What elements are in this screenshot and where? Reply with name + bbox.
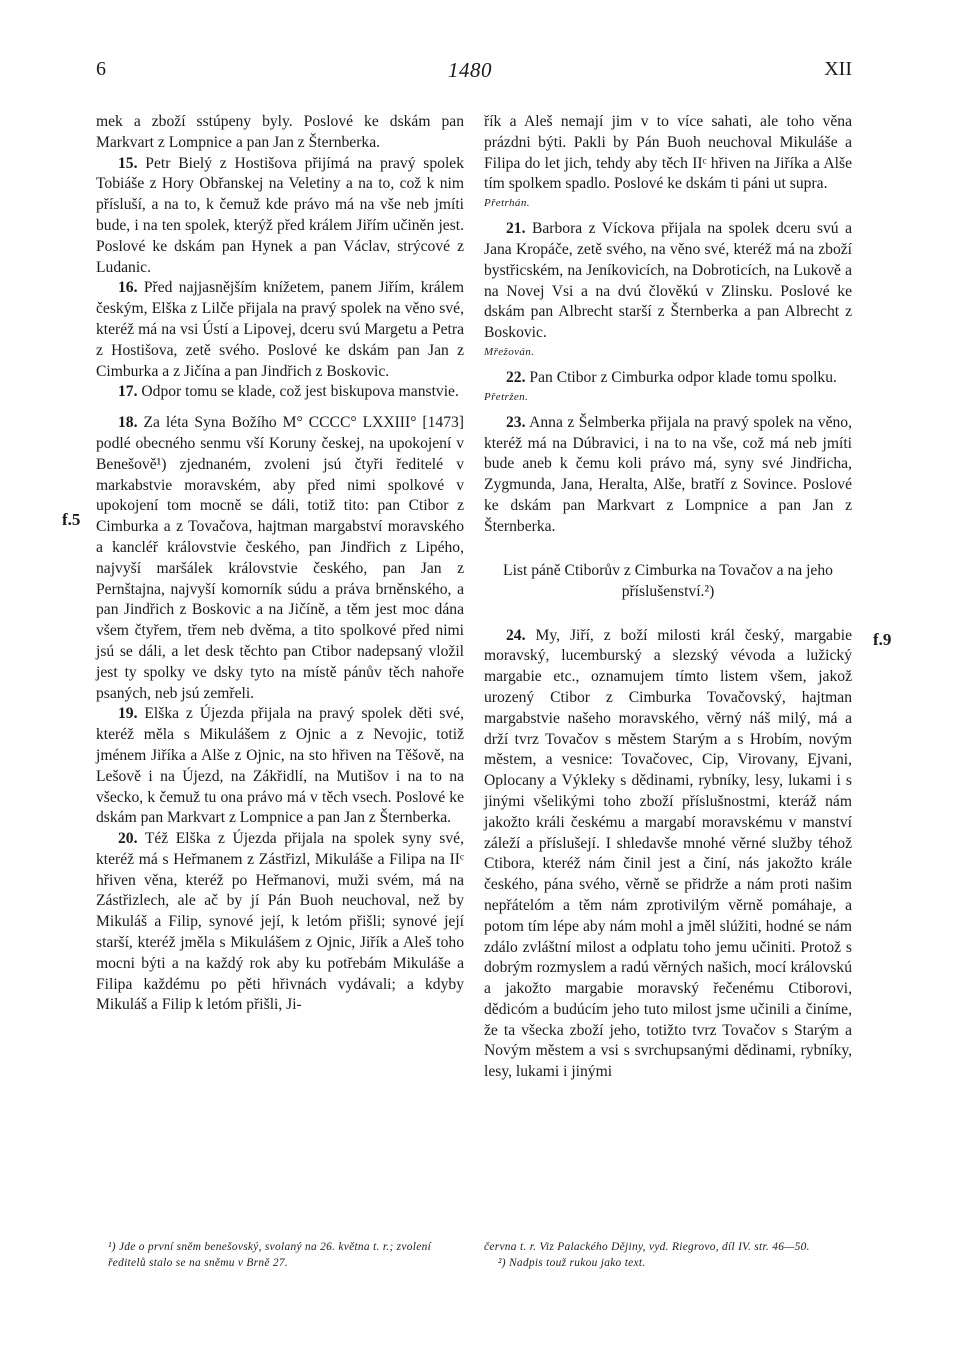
footnote-1: ¹) Jde o první sněm benešovský, svolaný na 26. května t. r.; zvolení ředitelů stalo se na sněmu v Brně 27. <box>108 1241 432 1269</box>
left-column <box>96 112 464 1016</box>
footnotes-right <box>484 1240 852 1271</box>
right-column <box>484 112 852 1083</box>
entry-23: 23. Anna z Šelmberka přijala na pravý spolek na věno, kteréž má na Dúbravici, i na to na vše, což má neb jmíti bude aneb k čemu koli právo má, syny své Jindřicha, Zygmunda, Jana, Heralta, Alše, bratří z Sovince. Poslové ke dskám pan Markvart z Lompnice a pan Jan z Šternberka. <box>484 413 852 535</box>
entry-24: 24. My, Jiří, z boží milosti král český, margabie moravský, lucemburský a slezský vévoda a lužický margabie etc., oznamujem tímto listem všem, jakož urozený Ctibor z Cimburka Tovačovský, hajtman margabstvie našeho moravského, věrný náš milý, má a drží tvrz Tovačov s městem Starým a s Hrobím, novým městem, a vesnice: Tovačovec, Cip, Virovany, Ejvani, Oplocany a Výkleky s dědinami, rybníky, lesy, lukami i s jinými všelikými toho zboží příslušnostmi, kteráž nám jakožto králi českému a margabí moravskému v manství záleží a příslušejí. I shledavše mnohé věrné služby téhož Ctibora, kteréž nám činil jest a činí, nás jakožto krále českého, pána svého, věrně se přidrže a nám proti našim nepřátelóm a těm nám zprotivilým věrně pomáhaje, a potom tím lépe aby nám mohl a jměl slúžiti, hodné se nám zdálo zvláštní milost a odplatu toho jemu učiniti. Protož s dobrým rozmyslem a radú věrných našich, mocí královskú a jakožto margabie moravský řečenému Ctiborovi, dědicóm a budúcím jeho tuto milost jsme učinili a činíme, že ta všecka zboží jeho, totižto tvrz Tovačov s Starým a Novým městem a vsi s svrchupsanými dědinami, rybníky, lesy, lukami i jinými <box>484 626 852 1081</box>
entry-18: 18. Za léta Syna Božího M° CCCC° LXXIII° [1473] podlé obecného senmu vší Koruny českej, na upokojení v Benešově¹) zjednaném, zvoleni jsú čtyři ředitelé v markabstvie moravském, aby před nimi spolkové v upokojení tom mocně se dáli, totiž tito: pan Ctibor z Cimburka a z Tovačova, hajtman margabství moravského a kancléř královstvie českého, pan Jindřich z Lipého, najvyší maršálek královstvie českého, pan Jan z Pernštajna, najvyší komorník súdu a práva brněnského, a pan Jindřich z Boskovic a na Jičíně, a těm jest moc dána všem čtyřem, třem neb dvěma, a tito spolkové před nimi jsú se dáli, a let desk těchto pan Ctibor nadepsaný vložil jest ty spolky ve dsky tyto na místě pánův těch nahoře psaných, neb jsú zemřeli. <box>96 414 464 702</box>
entry-22: 22. Pan Ctibor z Cimburka odpor klade tomu spolku. <box>506 368 837 386</box>
entry-17: 17. Odpor tomu se klade, což jest biskupova manstvie. <box>118 383 459 401</box>
entry-20-continuation: řík a Aleš nemají jim v to více sahati, ale toho věna prázdni býti. Pakli by Pán Buoh neuchoval Mikuláše a Filipa do let jich, tehdy aby těch IIᶜ hřiven na Jiříka a Alše tím spolkem spadlo. Poslové ke dskám ti páni ut supra. <box>484 113 852 193</box>
footnotes-left <box>108 1240 468 1271</box>
entry-20: 20. Též Elška z Újezda přijala na spolek syny své, kteréž má s Heřmanem z Zástřizl, Mikuláše a Filipa na IIᶜ hřiven věna, kteréž po Heřmanovi, muži svém, má na Zástřizlech, ale ač by jí Pán Buoh neuchoval, než by Mikuláš a Filip, synové její, k letóm přišli; synové její starší, kteréž jměla s Mikulášem z Ojnic, Jiřík a Aleš toho mocni býti a na každý rok aby ku potřebám Mikuláše a Filipa každému po pěti hřivnách vydávali; a kdyby Mikuláš a Filip k letóm přišli, Ji- <box>96 830 464 1014</box>
entry-21: 21. Barbora z Víckova přijala na spolek dceru svú a Jana Kropáče, zetě svého, na věno své, kteréž má na zboží bystřicském, na Jeníkovicích, na Dobroticích, na Lukově a na Novej Vsi a na dvú člověkú v Zlinsku. Poslové ke dskám pan Albrecht starší z Šternberka a pan Albrecht z Boskovic. <box>484 220 852 342</box>
entry-note: Přetržen. <box>484 390 529 403</box>
section-heading: List páně Ctiborův z Cimburka na Tovačov a na jeho příslušenství.²) <box>503 561 833 600</box>
folio-mark-right: f.9 <box>873 630 892 649</box>
entry-note: Mřežován. <box>484 345 535 358</box>
entry-15: 15. Petr Bielý z Hostišova přijímá na pravý spolek Tobiáše z Hory Obřanskej na Veletiny a na to, což k nim přísluší, a na to, k čemuž kde právo má na vše neb jmíti bude, i na ten spolek, kterýž před králem Jiřím učiněn jest. Poslové ke dskám pan Hynek a pan Václav, strýcové z Ludanic. <box>96 154 464 276</box>
section-number: XII <box>824 58 852 80</box>
page-header <box>0 58 960 88</box>
page-year: 1480 <box>448 58 492 82</box>
page-number: 6 <box>96 58 106 80</box>
entry-16: 16. Před najjasnějším knížetem, panem Jiřím, králem českým, Elška z Lilče přijala na pravý spolek na věno své, kteréž má na vsi Ústí a Lipovej, dceru svú Margetu a Petra z Hostišova, zetě svého. Poslové ke dskám pan Jan z Cimburka a z Jičína a pan Jindřich z Boskovic. <box>96 279 464 380</box>
footnote-2: ²) Nadpis touž rukou jako text. <box>498 1256 646 1269</box>
entry-continuation: mek a zboží sstúpeny byly. Poslové ke dskám pan Markvart z Lompnice a pan Jan z Šternberka. <box>96 113 464 151</box>
entry-note: Přetrhán. <box>484 197 530 210</box>
footnote-1-continuation: června t. r. Viz Palackého Dějiny, vyd. Riegrovo, díl IV. str. 46—50. <box>484 1241 810 1253</box>
entry-19: 19. Elška z Újezda přijala na pravý spolek děti své, kteréž měla s Mikulášem z Ojnic a z Nevojic, totiž jménem Jiříka a Alše z Ojnic, na sto hřiven na Těšově, na Lešově i na Újezd, na Zákřidlí, na Mutišov i na to na všecko, k čemuž tu ona právo má v těch vsech. Poslové ke dskám pan Markvart z Lompnice a pan Jan z Šternberka. <box>96 705 464 827</box>
folio-mark-left: f.5 <box>62 510 81 529</box>
